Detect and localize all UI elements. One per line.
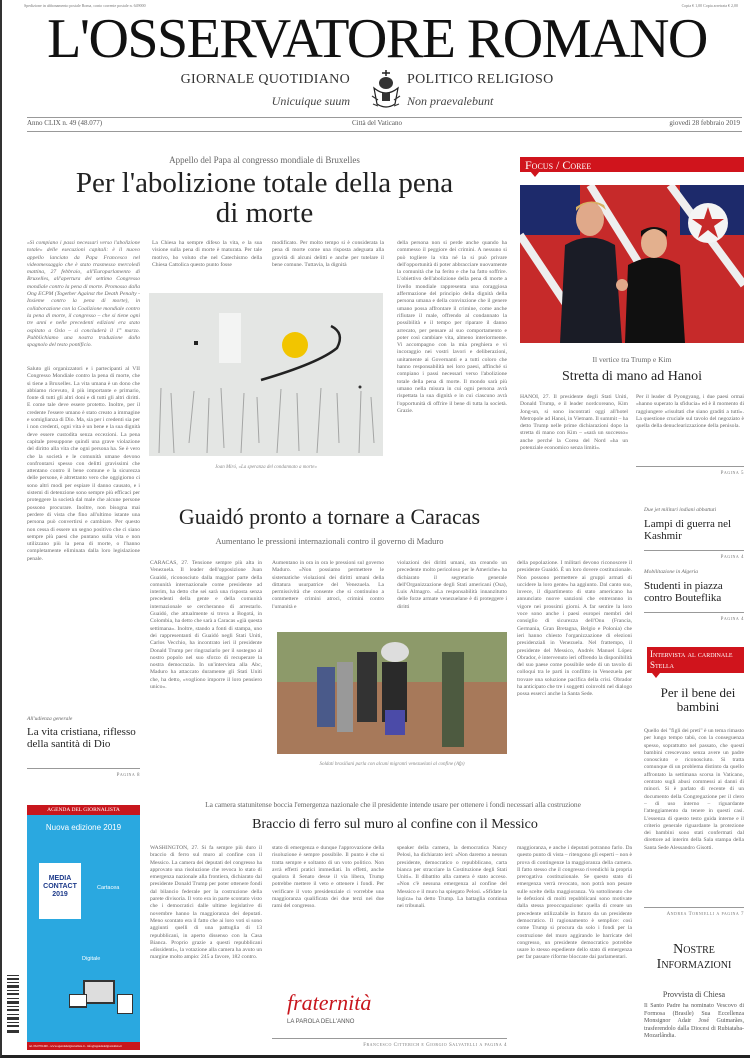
media-contact-book-image: MEDIA CONTACT 2019 (39, 863, 81, 919)
algeria-page-link[interactable]: Pagina 4 (644, 612, 744, 622)
udienza-page-link[interactable]: Pagina 8 (27, 768, 140, 778)
guaido-col4: della popolazione. I militari devono riconoscere il presidente Guaidó. È un loro dovere costituzionale. Non possono permettere ai gruppi armati di uccidere la loro gente» ha aggiunto. Dal canto suo, invece, il dipartimento di stato americano ha annunciato nuove sanzioni che entreranno in vigore nei prossimi giorni. A far sentire la loro voce sono anche i paesi europei membri del consiglio di sicurezza dell'Onu (Francia, Germania, Gran Bretagna, Belgio e Polonia) che ieri hanno chiesto l'organizzazione di elezioni presidenziali in Venezuela. Nel frattempo, il presidente del Messico, Andrés Manuel López Obrador, è intervenuto ieri offrendo la disponibilità del suo paese come possibile sede di un tavolo di colloqui tra le parti in conflitto in Venezuela per trovare una soluzione pacifica della crisi. Obrador ha anticipato che tre i soggetti coinvolti nel dialogo possa esserci anche la Santa Sede. (517, 560, 632, 698)
lead-headline[interactable]: Per l'abolizione totale della pena di morte (75, 168, 454, 229)
messico-col2: stato di emergenza e dunque l'approvazione della risoluzione è sempre possibile. Il punto è che si tratta sempre e soltanto di un voto politico. Non avrà effetti pratici immediati. In effetti, anche qualora il Senato desse il via libera, Trump potrebbe mettere il veto e ottenere i fondi. Per verificare il voto presidenziale ci vorrebbe una maggioranza qualificata dei due terzi nei due rami del congresso. (272, 845, 384, 910)
price-note: Copia € 1,00 Copia arretrata € 2,00 (681, 3, 738, 8)
guaido-photo-caption: Soldati brasiliani parla con alcuni migranti venezuelani al confine (Afp) (319, 762, 465, 767)
focus-kicker: Il vertice tra Trump e Kim (592, 355, 672, 364)
place: Città del Vaticano (351, 119, 403, 127)
lead-intro: «Si compiano i passi necessari verso l'abolizione totale» delle esecuzioni capitali: è il nuovo appello lanciato da Papa Francesco nel videomessaggio che è stato trasmesso mercoledì mattina, 27 febbraio, all'Europarlamento di Bruxelles, all'apertura del settimo Congresso mondiale contro la pena di morte. Promosso dalla Ong ECPM (Together Against the Death Penalty - Insieme contro la pena di morte), in collaborazione con la Coalizione mondiale contro la pena di morte, il congresso – che si tiene ogni tre anni e nelle precedenti edizioni era stato ospitato a Oslo – si concluderà il 1° marzo. Pubblichiamo una nostra traduzione dallo spagnolo del testo pontificio. (27, 240, 140, 349)
lead-col1: Saluto gli organizzatori e i partecipanti al VII Congresso Mondiale contro la pena di morte, che si tiene a Bruxelles. La vita umana è un dono che abbiamo ricevuto, il più importante e primario, fonte di tutti gli altri doni e di tutti gli altri diritti. E come tale deve essere protetto. Inoltre, per il credente l'essere umano è stato creato a immagine e somiglianza di Dio. Ma, sia per i credenti sia per i non credenti, ogni vita è un bene e la sua dignità deve essere custodita senza eccezioni. La pena capitale presuppone quindi una grave violazione del diritto alla vita che ogni persona ha. Se è vero che la società e le comunità umane devono confrontarsi spesso con delitti gravissimi che attentano contro il bene comune e la sicurezza delle persone, è altrettanto vero che oggigiorno ci sono altri modi per espiare il danno causato, e i sistemi di detenzione sono sempre più efficaci per proteggere la società dal male che alcune persone possono procurare. Inoltre, non bisogna mai perdere di vista che fino all'ultimo istante una persona può convertirsi e cambiare. Per questo non cessa di essere un segno positivo che ci siano sempre più paesi che puntano sulla vita e non utilizzano più la pena di morte, o l'hanno completamente eliminata dalla loro legislazione penale. (27, 366, 140, 562)
papal-emblem-icon (368, 68, 404, 112)
info-kicker: Provvista di Chiesa (662, 990, 726, 999)
algeria-kicker: Mobilitazione in Algeria (644, 569, 698, 575)
ad-option-digital: Digitale (82, 956, 101, 962)
lead-photo-caption: Joan Miró, «La speranza del condannato a morte» (215, 465, 317, 470)
stella-text: Quello dei "figli dei preti" è un tema rimasto per lungo tempo tabù, con la conseguenza spesso, soprattutto nel passato, che questi bambini crescevano senza avere un padre conosciuto e riconosciuto. Si tratta comunque di un problema distinto da quello affrontato la settimana scorsa in Vaticano, centrato sugli abusi commessi ai danni di minori. Si è parlato di recente di un documento della Congregazione per il clero – di uso interno – riguardante l'atteggiamento da tenere in questi casi. L'essenza di questo testo guida interne e il criterio generale riguardante la protezione dei bambini sono stati confermati dal direttore ad interim della Sala stampa della Santa Sede Alessandro Gisotti. (644, 728, 744, 851)
messico-headline[interactable]: Braccio di ferro sul muro al confine con il Messico (252, 817, 538, 832)
messico-col3: speaker della camera, la democratica Nancy Pelosi, ha dichiarato ieri: «Non daremo a nessun presidente, democratico o repubblicano, carta bianca per stracciare la Costituzione degli Stati Uniti». Il dibattito alla camera è stato acceso. «Non c'è nessuna emergenza al confine del Messico e il muro ha spiegato Pelosi. «Sfidate la logica» ha detto Trump. La battaglia continua nei tribunali. (397, 845, 507, 910)
lead-col3: modificato. Per molto tempo si è considerata la pena di morte come una risposta adeguata alla gravità di alcuni delitti e anche per tutelare il bene comune. Tuttavia, la dignità (272, 240, 384, 268)
messico-col1: WASHINGTON, 27. Si fa sempre più duro il braccio di ferro sul muro al confine con il Messico. La camera dei deputati del congresso ha approvato una risoluzione che revoca lo stato di emergenza nazionale alla frontiera, dichiarato dal presidente Donald Trump per poter ottenere fondi dal bilancio federale per la costruzione della parete divisoria. Il voto era in parte scontato visto che i democratici dalle ultime legislative di novembre hanno la maggioranza dei deputati. Meno scontato era il fatto che ai loro voti si sono aggiunti quelli di una pattuglia di 13 repubblicani, in aperto dissenso con la Casa Bianca. Proprio grazie a questi repubblicani «dissidenti», la votazione alla camera ha avuto un margine molto ampio: 245 a favore, 182 contro. (150, 845, 262, 961)
info-text: Il Santo Padre ha nominato Vescovo di Formosa (Brasile) Sua Eccellenza Monsignor Adair José Guimarães, trasferendolo dalla Diocesi di Rubiataba-Mozarlândia. (644, 1003, 744, 1040)
kashmir-headline[interactable]: Lampi di guerra nel Kashmir (644, 518, 732, 542)
messico-col4: maggioranza, e anche i deputati potranno farlo. Da questo punto di vista – ritengono gli esperti – non è prova di contingenze la maggioranza della camera. Il fatto stesso che il congresso rivendichi la propria prerogativa costituzionale. Se questo stato di emergenza verrà revocato, non potrà non pesare sulle scelte della maggioranza. Va sottolineato che le defezioni di molti repubblicani sono motivate dalla stessa preoccupazione: quella di creare un precedente utilizzabile in futuro da un presidente democratico. Il ragionamento è semplice: così come Trump si procura da solo i fondi per la costruzione del muro aggirando le barricate del congresso, un presidente democratico potrebbe usare lo stesso espediente dello stato di emergenza per far passare riforme bloccate dai parlamentari. (517, 845, 632, 961)
lead-col4: della persona non si perde anche quando ha commesso il peggiore dei crimini. A nessuno si può togliere la vita né la si può privare dell'opportunità di poter abbracciare nuovamente la comunità che ha ferito e che ha fatto soffrire. L'obiettivo dell'abolizione della pena di morte a livello mondiale rappresenta una coraggiosa affermazione del principio della dignità della persona umana e della convinzione che il genere umano possa affrontare il crimine, come anche rifiutare il male, offrendo al condannato la possibilità e il tempo per riparare il danno arrecato, per pensare al suo comportamento e poter così cambiare vita, almeno interiormente. Vi accompagno con la mia preghiera e vi incoraggio nei vostri lavori e deliberazioni, unitamente ai Governanti e a tutti coloro che hanno responsabilità nei loro paesi, affinché si compiano i passi necessari verso l'abolizione totale della pena di morte. Il mondo sarà più umano nella misura in cui ogni persona avrà rispettata la sua dignità e in cui ciascuno avrà l'opportunità di offrire il bene di tutta la società. Grazie. (397, 240, 507, 414)
info-title: Nostre Informazioni (656, 942, 732, 972)
miro-painting-image (149, 293, 383, 456)
trump-kim-photo (520, 185, 744, 343)
border-migrants-photo (277, 632, 507, 754)
messico-byline[interactable]: Francesco Citterich e Giorgio Salvatelli a pagina 4 (272, 1038, 507, 1048)
ad-option-print: Cartacea (97, 885, 120, 891)
guaido-col3: violazioni dei diritti umani, sta creando un precedente molto pericoloso per le Americhe» ha dichiarato il segretario generale dell'Organizzazione degli Stati americani (Osa), Luis Almagro. «La responsabilità innanzitutto delle forze armate venezuelane è di proteggere i diritti (397, 560, 507, 610)
focus-page-link[interactable]: Pagina 5 (636, 466, 744, 476)
focus-col1: HANOI, 27. Il presidente degli Stati Uniti, Donald Trump, e il leader nordcoreano, Kim Jong-un, si sono incontrati oggi all'hotel Metropole ad Hanoi, in Vietnam. Il summit – ha detto Trump nelle prime dichiarazioni dopo la stretta di mano con Kim – «sarà un successo» anche perché la Corea del Nord «ha un potenziale economico senza limiti». (520, 394, 628, 452)
divider (27, 131, 742, 132)
masthead-title: L'OSSERVATORE ROMANO (47, 8, 707, 70)
fraternita-tagline: LA PAROLA DELL'ANNO (287, 1019, 355, 1025)
guaido-headline[interactable]: Guaidó pronto a tornare a Caracas (178, 504, 481, 529)
kashmir-page-link[interactable]: Pagina 4 (644, 550, 744, 560)
udienza-headline[interactable]: La vita cristiana, riflesso della santità di Dio (27, 726, 136, 750)
left-motto: Unicuique suum (271, 94, 350, 108)
barcode-icon (7, 975, 19, 1035)
guaido-subhead: Aumentano le pressioni internazionali contro il governo di Maduro (215, 536, 444, 546)
divider (27, 117, 742, 118)
issue-date: giovedì 28 febbraio 2019 (669, 119, 740, 127)
issue-number: Anno CLIX n. 49 (48.077) (27, 119, 103, 127)
algeria-headline[interactable]: Studenti in piazza contro Bouteflika (644, 580, 723, 604)
fraternita-logo[interactable]: fraternità (287, 990, 372, 1015)
focus-headline[interactable]: Stretta di mano ad Hanoi (562, 369, 702, 384)
stella-headline[interactable]: Per il bene dei bambini (660, 685, 736, 714)
lead-kicker: Appello del Papa al congresso mondiale di Bruxelles (169, 155, 360, 165)
stella-banner: Intervista al cardinale Stella (647, 647, 744, 673)
ad-title: Nuova edizione 2019 (45, 823, 122, 832)
banner-pointer (652, 673, 660, 678)
devices-icon (67, 980, 135, 1020)
postal-note: Spedizione in abbonamento postale Roma, conto corrente postale n. 649000 (24, 3, 146, 8)
right-motto: Non praevalebunt (407, 94, 494, 108)
left-tagline: GIORNALE QUOTIDIANO (180, 72, 350, 87)
ad-header: AGENDA DEL GIORNALISTA (27, 805, 140, 815)
guaido-col2: Aumentano in ora in ora le pressioni sul governo Maduro. «Non possiamo permettere le sistematiche violazioni dei diritti umani della dittatura usurpatrice del Venezuela. La permissività che consente che si continuino a commettere crimini atroci, crimini contro l'umanità e (272, 560, 384, 610)
stella-byline[interactable]: Andrea Tornielli a pagina 7 (644, 907, 744, 917)
banner-pointer (530, 171, 540, 177)
focus-banner: Focus / Coree (520, 157, 744, 172)
lead-col2: La Chiesa ha sempre difeso la vita, e la sua visione sulla pena di morte è maturata. Per tale motivo, ho voluto che nel Catechismo della Chiesa Cattolica questo punto fosse (152, 240, 262, 268)
udienza-kicker: All'udienza generale (27, 716, 73, 722)
messico-kicker: La camera statunitense boccia l'emergenza nazionale che il presidente intende usare per ottenere i fondi necessari alla costruzione (205, 800, 581, 809)
focus-col2: Per il leader di Pyongyang, i due paesi ormai «hanno superato la sfiducia» ed è il momento di raggiungere «risultati che siano graditi a tutti». La questione cruciale sul tavolo del negoziato è quella della denuclearizzazione della penisola. (636, 394, 744, 430)
ad-footer: tel. 06.0781490 - www.agendadelgiornalista.it - info@agendadelgiornalista.it (27, 1042, 140, 1050)
guaido-col1: CARACAS, 27. Tensione sempre più alta in Venezuela. Il leader dell'opposizione Juan Guaidó, riconosciuto dalla maggior parte della comunità internazionale come presidente ad interim, ha detto che sei sarà una risposta senza precedenti della gente e della comunità internazionale se cercheranno di arrestarlo. Guaidó, che attualmente si trova a Bogotá, in Colombia, ha detto che sarà a Caracas «già questa settimana». Inoltre, stando a fonti di stampa, uno dei rappresentanti di Guaidó negli Stati Uniti, Carlos Vecchio, ha incontrato ieri il presidente Donald Trump per ringraziarlo per il sostegno al nostro popolo nel suo sforzo di recuperare la nostra democrazia. In un'intervista alla Abc, Maduro ha attaccato duramente gli Stati Uniti che, ha detto, «vogliono imporre il loro pensiero unico». (150, 560, 262, 691)
right-tagline: POLITICO RELIGIOSO (407, 72, 554, 87)
kashmir-kicker: Due jet militari indiani abbattuti (644, 507, 717, 513)
agenda-advertisement[interactable] (27, 805, 140, 1050)
